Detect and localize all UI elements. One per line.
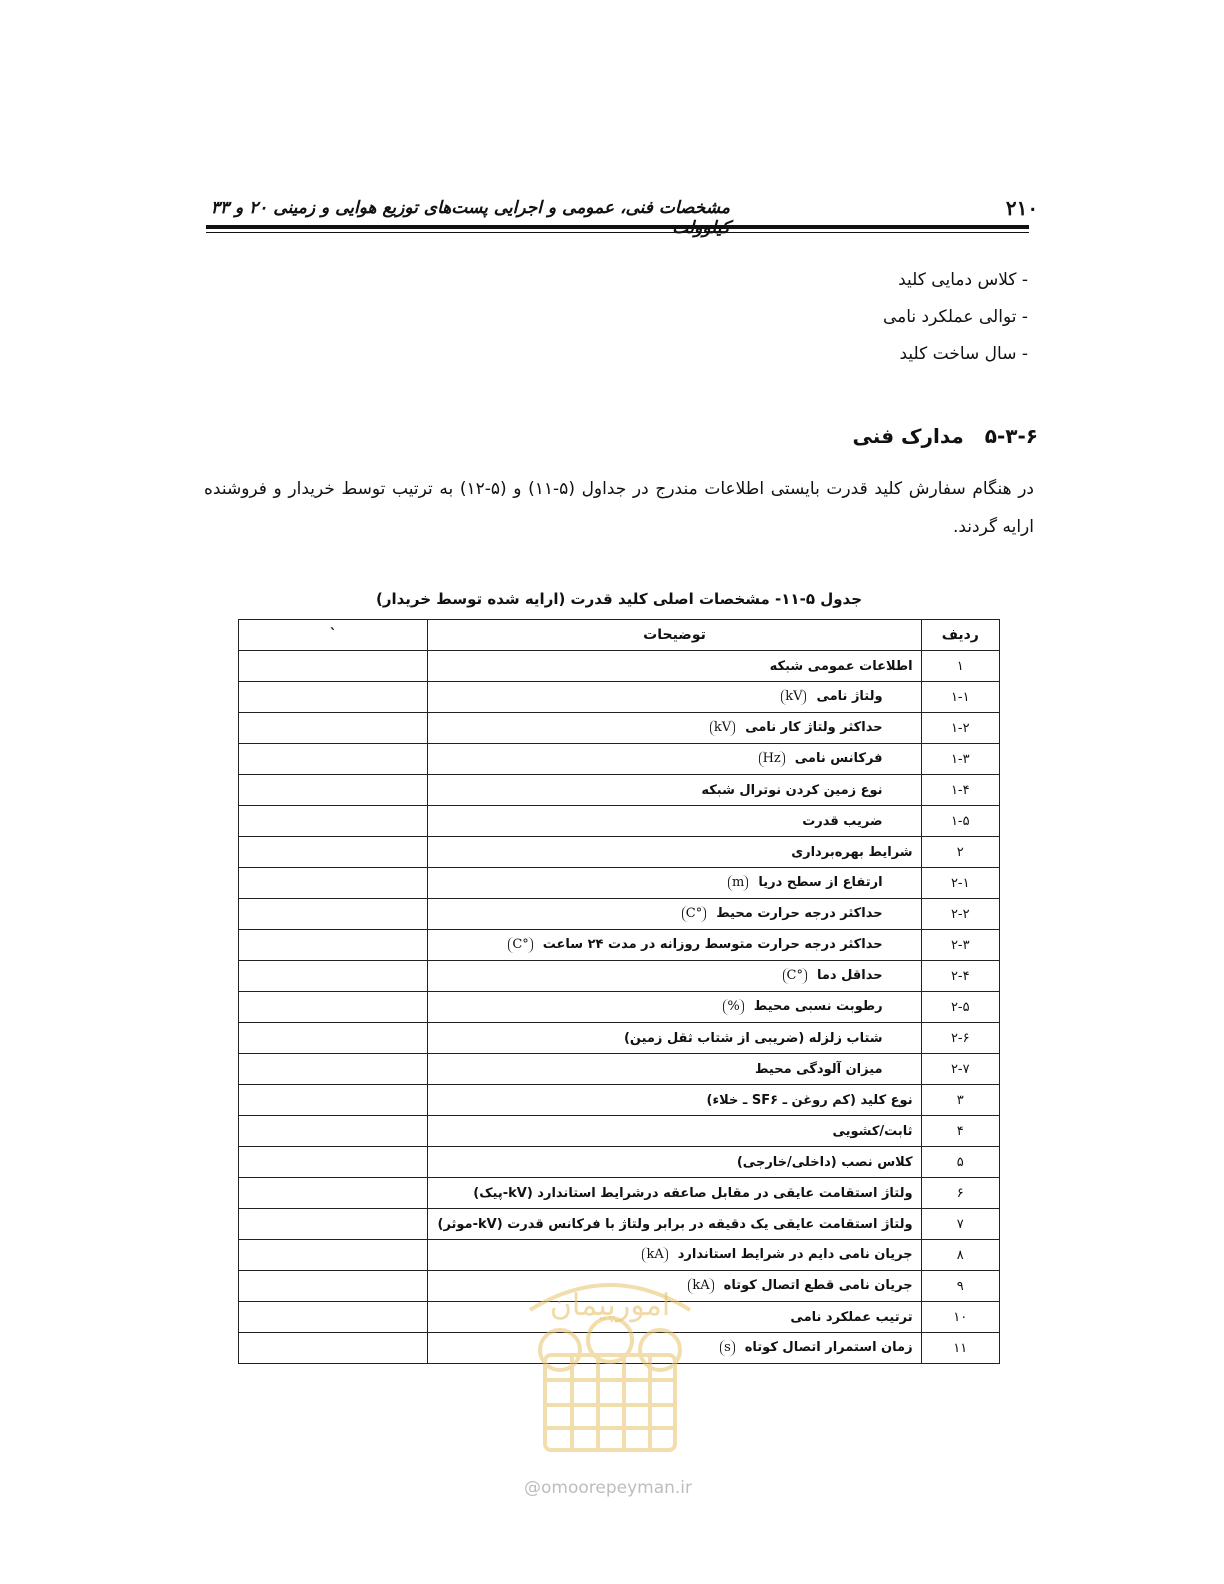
row-value-cell[interactable] <box>239 1302 428 1333</box>
row-description-text: فرکانس نامی <box>794 751 883 766</box>
row-unit: kV <box>781 689 806 705</box>
table-row <box>239 868 1000 899</box>
table-row <box>239 1178 1000 1209</box>
row-value-cell[interactable] <box>239 992 428 1023</box>
row-description-text: ولتاژ استقامت عایقی یک دقیقه در برابر ولتاژ با فرکانس قدرت (kV-موثر) <box>437 1216 913 1232</box>
table-row <box>239 930 1000 961</box>
table-row <box>239 682 1000 713</box>
row-value-cell[interactable] <box>239 1085 428 1116</box>
row-value-cell[interactable] <box>239 1147 428 1178</box>
row-value-cell[interactable] <box>239 899 428 930</box>
row-description-text: شرایط بهره‌برداری <box>791 844 913 860</box>
row-number: ۲-۵ <box>921 992 999 1023</box>
table-row <box>239 899 1000 930</box>
row-unit: °C <box>783 968 807 984</box>
row-number: ۲-۳ <box>921 930 999 961</box>
row-description-text: میزان آلودگی محیط <box>755 1061 883 1077</box>
table-row <box>239 837 1000 868</box>
row-unit: % <box>723 999 743 1015</box>
row-description <box>428 868 921 899</box>
row-number: ۷ <box>921 1209 999 1240</box>
row-number: ۴ <box>921 1116 999 1147</box>
row-value-cell[interactable] <box>239 682 428 713</box>
row-number: ۸ <box>921 1240 999 1271</box>
row-value-cell[interactable] <box>239 1333 428 1364</box>
row-unit: kA <box>688 1278 713 1294</box>
row-description <box>428 713 921 744</box>
row-value-cell[interactable] <box>239 651 428 682</box>
row-description-text: نوع کلید (کم روغن ـ SF۶ ـ خلاء) <box>706 1092 913 1108</box>
row-value-cell[interactable] <box>239 713 428 744</box>
row-description-text: ضریب قدرت <box>802 813 883 829</box>
row-number: ۲-۴ <box>921 961 999 992</box>
page-number: ۲۱۰ <box>1005 196 1039 220</box>
row-value-cell[interactable] <box>239 1209 428 1240</box>
row-value-cell[interactable] <box>239 744 428 775</box>
row-number: ۱-۲ <box>921 713 999 744</box>
row-number: ۲-۶ <box>921 1023 999 1054</box>
row-number: ۲-۱ <box>921 868 999 899</box>
table-row <box>239 1240 1000 1271</box>
row-number: ۱۰ <box>921 1302 999 1333</box>
bullet-item: - توالی عملکرد نامی <box>882 307 1028 327</box>
row-description-text: ولتاژ استقامت عایقی در مقابل صاعقه درشرایط استاندارد (kV-پیک) <box>473 1185 913 1201</box>
row-value-cell[interactable] <box>239 961 428 992</box>
table-row <box>239 1023 1000 1054</box>
row-description-text: حداکثر ولتاژ کار نامی <box>745 720 883 735</box>
row-description <box>428 775 921 806</box>
row-description <box>428 837 921 868</box>
row-description <box>428 1054 921 1085</box>
row-number: ۱-۳ <box>921 744 999 775</box>
row-number: ۲ <box>921 837 999 868</box>
header-value: ` <box>239 620 428 651</box>
row-description <box>428 961 921 992</box>
row-number: ۱-۱ <box>921 682 999 713</box>
watermark-logo-text: امورپیمان <box>549 1288 671 1323</box>
row-value-cell[interactable] <box>239 1178 428 1209</box>
row-description <box>428 992 921 1023</box>
row-description <box>428 1178 921 1209</box>
row-description-text: اطلاعات عمومی شبکه <box>769 658 913 674</box>
row-description <box>428 744 921 775</box>
header-rule-thin <box>206 232 1029 233</box>
row-unit: kA <box>642 1247 667 1263</box>
table-body <box>239 651 1000 1364</box>
row-value-cell[interactable] <box>239 930 428 961</box>
row-description-text: ترتیب عملکرد نامی <box>790 1309 913 1325</box>
bullet-item: - کلاس دمایی کلید <box>898 270 1028 290</box>
row-number: ۱ <box>921 651 999 682</box>
row-unit: °C <box>682 906 706 922</box>
header-rule <box>206 225 1029 229</box>
row-number: ۱۱ <box>921 1333 999 1364</box>
table-row <box>239 1147 1000 1178</box>
table-caption: جدول ۵-۱۱- مشخصات اصلی کلید قدرت (ارایه شده توسط خریدار) <box>375 590 863 608</box>
row-unit: kV <box>710 720 735 736</box>
header-row-number: ردیف <box>921 620 999 651</box>
row-value-cell[interactable] <box>239 868 428 899</box>
spec-table <box>238 619 1000 1364</box>
watermark-url: @omoorepeyman.ir <box>523 1478 693 1498</box>
section-title: مدارک فنی <box>852 424 964 448</box>
table-row <box>239 961 1000 992</box>
row-description-text: جریان نامی دایم در شرایط استاندارد <box>677 1247 913 1262</box>
bullet-item: - سال ساخت کلید <box>899 344 1028 364</box>
body-paragraph: در هنگام سفارش کلید قدرت بایستی اطلاعات مندرج در جداول (۵-۱۱) و (۵-۱۲) به ترتیب توسط خریدار و فروشنده ارایه گردند. <box>204 479 1034 537</box>
row-description-text: کلاس نصب (داخلی/خارجی) <box>736 1154 913 1170</box>
bullet-list <box>883 262 1028 373</box>
row-description-text: شتاب زلزله (ضریبی از شتاب ثقل زمین) <box>623 1030 883 1046</box>
row-number: ۲-۲ <box>921 899 999 930</box>
row-description-text: حداکثر درجه حرارت محیط <box>716 906 883 921</box>
row-description-text: زمان استمرار اتصال کوتاه <box>744 1340 913 1355</box>
row-description <box>428 682 921 713</box>
row-description-text: نوع زمین کردن نوترال شبکه <box>701 782 883 798</box>
table-row <box>239 992 1000 1023</box>
header-description: توضیحات <box>428 620 921 651</box>
row-description <box>428 1023 921 1054</box>
row-value-cell[interactable] <box>239 1116 428 1147</box>
table-row <box>239 651 1000 682</box>
row-description-text: ولتاژ نامی <box>816 689 883 704</box>
table-row <box>239 1116 1000 1147</box>
row-number: ۹ <box>921 1271 999 1302</box>
table-row <box>239 713 1000 744</box>
table-row <box>239 1085 1000 1116</box>
running-header: مشخصات فنی، عمومی و اجرایی پست‌های توزیع هوایی و زمینی ۲۰ و ۳۳ <box>210 198 730 218</box>
row-description <box>428 651 921 682</box>
table-header-row <box>239 620 1000 651</box>
row-value-cell[interactable] <box>239 775 428 806</box>
table-row <box>239 1209 1000 1240</box>
row-description <box>428 1085 921 1116</box>
row-number: ۳ <box>921 1085 999 1116</box>
row-unit: s <box>720 1340 735 1356</box>
row-number: ۵ <box>921 1147 999 1178</box>
row-number: ۲-۷ <box>921 1054 999 1085</box>
row-description <box>428 806 921 837</box>
row-description <box>428 930 921 961</box>
row-number: ۱-۴ <box>921 775 999 806</box>
row-unit: °C <box>508 937 532 953</box>
row-value-cell[interactable] <box>239 1271 428 1302</box>
row-unit: m <box>728 875 748 891</box>
row-number: ۱-۵ <box>921 806 999 837</box>
row-description <box>428 899 921 930</box>
row-value-cell[interactable] <box>239 1240 428 1271</box>
row-value-cell[interactable] <box>239 1023 428 1054</box>
row-number: ۶ <box>921 1178 999 1209</box>
row-unit: Hz <box>759 751 785 767</box>
row-description-text: رطوبت نسبی محیط <box>753 999 883 1014</box>
section-number: ۵-۳-۶ <box>984 424 1038 448</box>
row-description-text: حداقل دما <box>817 968 883 983</box>
row-value-cell[interactable] <box>239 806 428 837</box>
row-value-cell[interactable] <box>239 1054 428 1085</box>
section-heading <box>853 424 1038 448</box>
row-description <box>428 1147 921 1178</box>
row-description-text: ارتفاع از سطح دریا <box>758 875 883 890</box>
row-description-text: ثابت/کشویی <box>832 1123 913 1139</box>
table-row <box>239 744 1000 775</box>
table-row <box>239 775 1000 806</box>
table-row <box>239 806 1000 837</box>
row-description-text: حداکثر درجه حرارت متوسط روزانه در مدت ۲۴ ساعت <box>542 937 883 952</box>
row-description <box>428 1240 921 1271</box>
row-description <box>428 1209 921 1240</box>
watermark-logo <box>500 1270 720 1470</box>
row-description <box>428 1116 921 1147</box>
row-description-text: جریان نامی قطع اتصال کوتاه <box>723 1278 913 1293</box>
row-value-cell[interactable] <box>239 837 428 868</box>
table-row <box>239 1054 1000 1085</box>
